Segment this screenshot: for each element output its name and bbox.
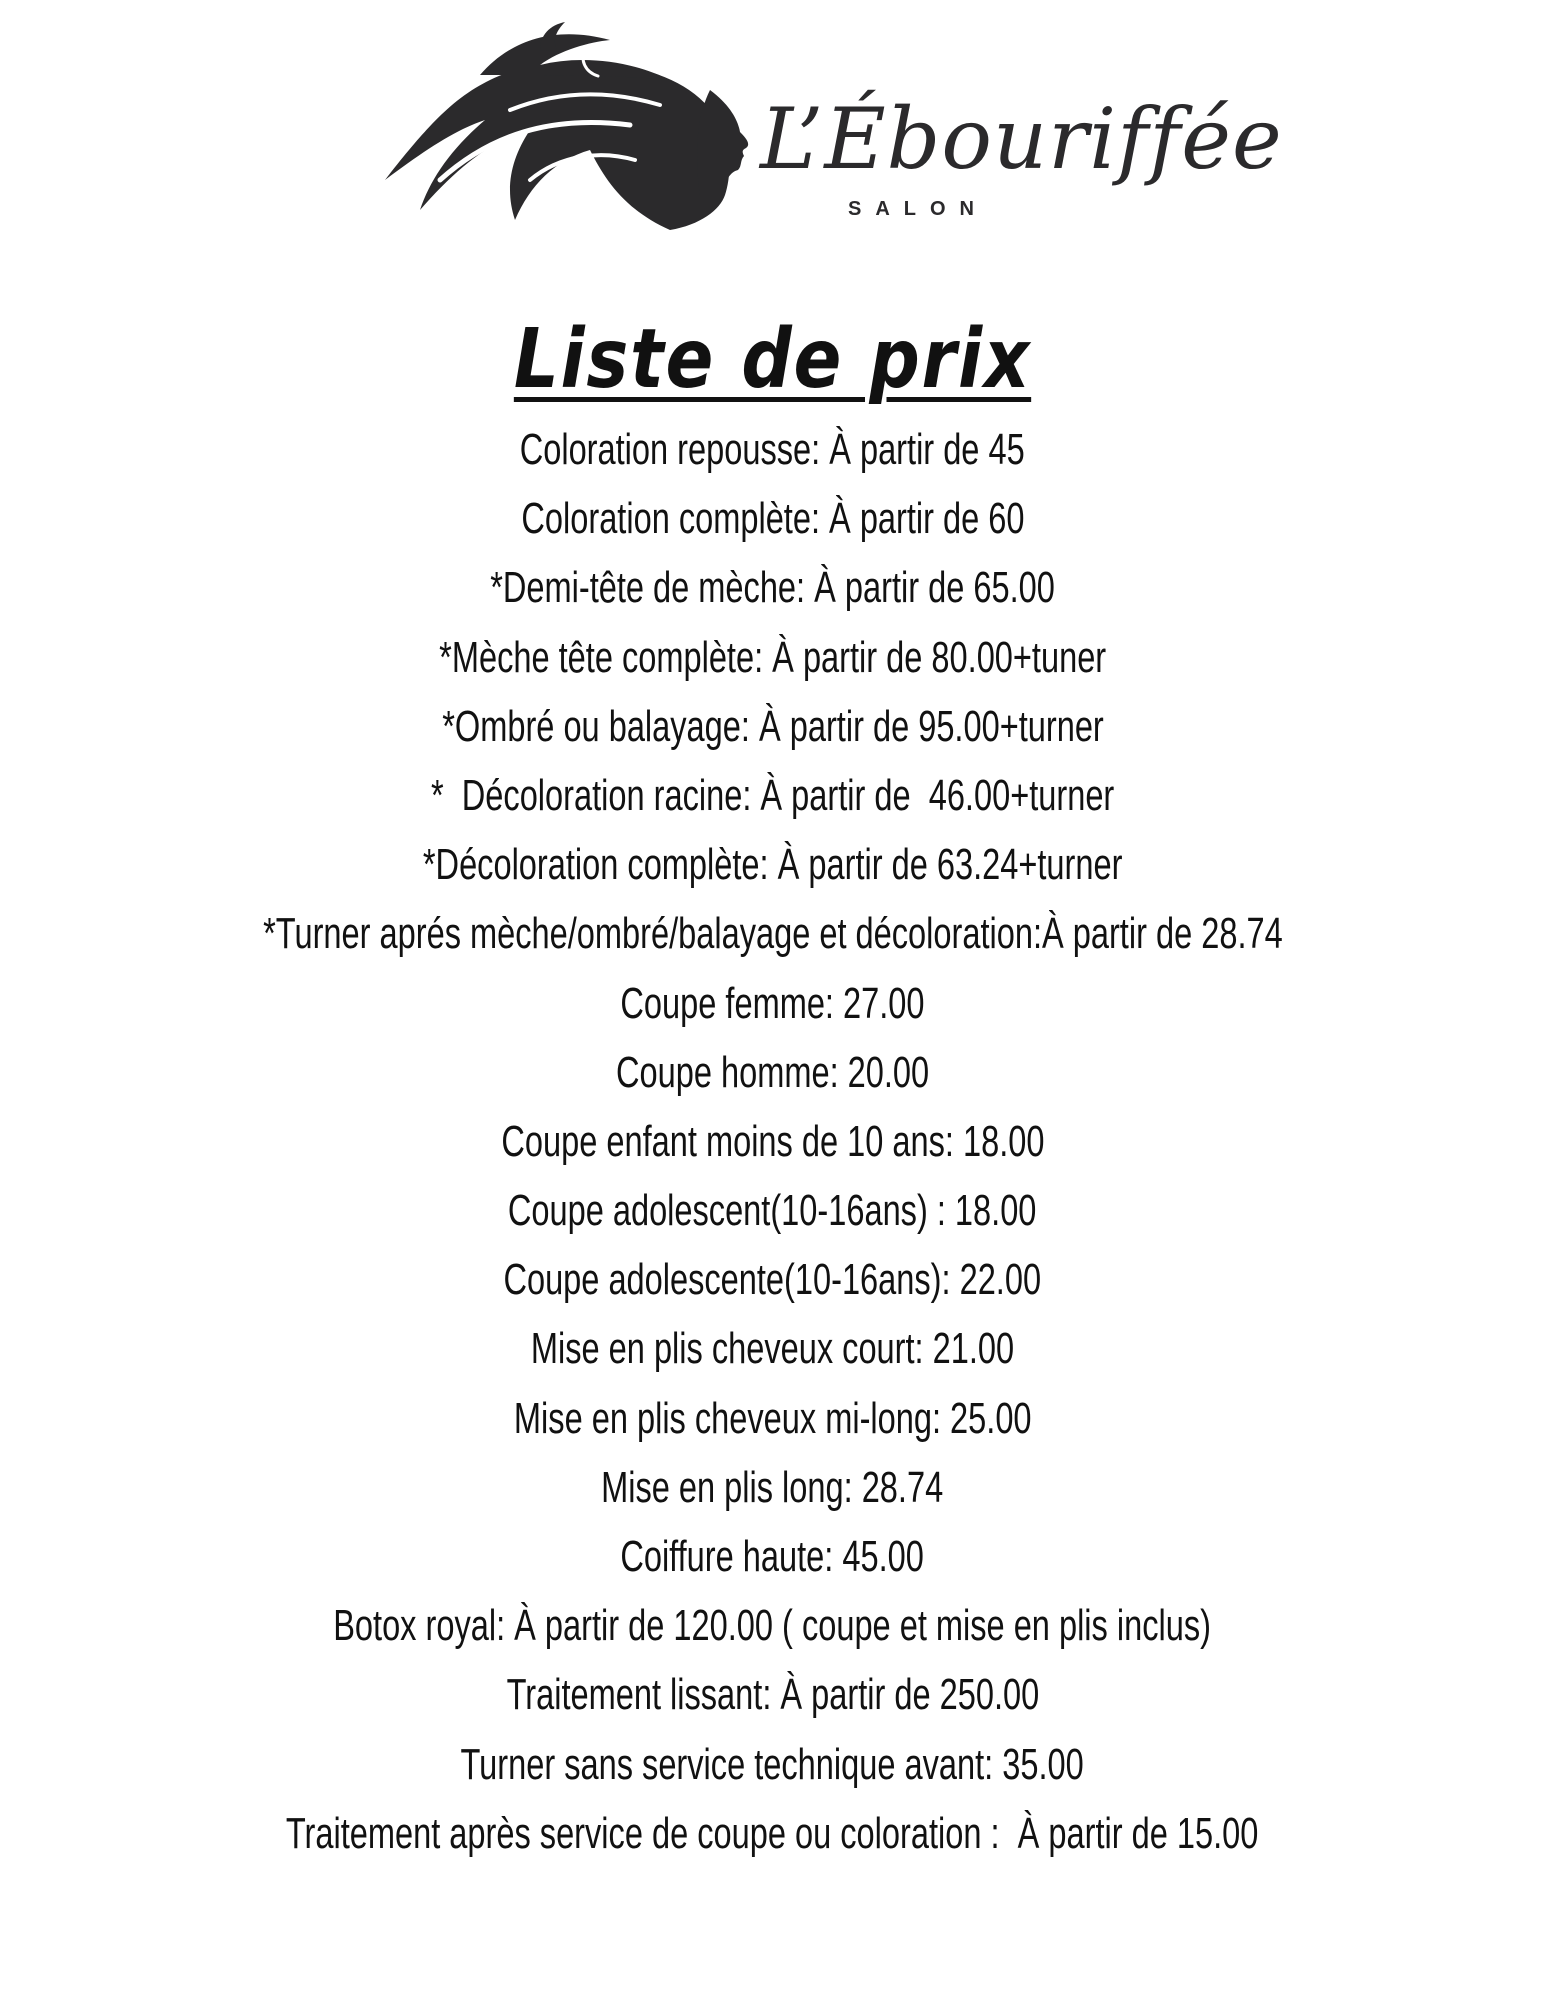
price-item [0, 1799, 1545, 1868]
price-item-text: Mise en plis cheveux court: 21.00 [530, 1324, 1015, 1374]
price-item [0, 1107, 1545, 1176]
price-item-text: Mise en plis long: 28.74 [601, 1462, 944, 1512]
price-item [0, 692, 1545, 761]
price-item [0, 1660, 1545, 1729]
price-item-text: Mise en plis cheveux mi-long: 25.00 [513, 1393, 1032, 1443]
price-item-text: *Turner aprés mèche/ombré/balayage et décoloration:À partir de 28.74 [262, 909, 1283, 959]
price-item [0, 415, 1545, 484]
price-item-text: Coupe femme: 27.00 [620, 978, 925, 1028]
price-item-text: *Décoloration complète: À partir de 63.24+turner [422, 840, 1123, 890]
price-item [0, 623, 1545, 692]
price-item [0, 553, 1545, 622]
price-item-text: *Demi-tête de mèche: À partir de 65.00 [490, 563, 1055, 613]
price-item [0, 484, 1545, 553]
price-item-text: Coloration complète: À partir de 60 [520, 494, 1025, 544]
price-item-text: Turner sans service technique avant: 35.00 [460, 1739, 1085, 1789]
price-item-text: Botox royal: À partir de 120.00 ( coupe et mise en plis inclus) [333, 1601, 1212, 1651]
price-item [0, 969, 1545, 1038]
salon-logo [380, 20, 1283, 250]
page-title [108, 310, 1437, 410]
price-item-text: Coupe enfant moins de 10 ans: 18.00 [500, 1116, 1045, 1166]
price-item-text: Coupe adolescent(10-16ans) : 18.00 [508, 1186, 1037, 1236]
price-item-text: Traitement après service de coupe ou coloration : À partir de 15.00 [286, 1808, 1259, 1858]
price-item-text: Traitement lissant: À partir de 250.00 [506, 1670, 1039, 1720]
price-item-text: Coupe homme: 20.00 [615, 1047, 930, 1097]
price-item [0, 1591, 1545, 1660]
price-item [0, 761, 1545, 830]
price-item [0, 1730, 1545, 1799]
price-item-text: Coiffure haute: 45.00 [620, 1532, 925, 1581]
brand-subtitle: SALON [848, 198, 988, 220]
price-item-text: Coloration repousse: À partir de 45 [520, 425, 1025, 474]
price-item [0, 830, 1545, 899]
price-item-text: Coupe adolescente(10-16ans): 22.00 [503, 1255, 1042, 1305]
brand-name: L’Ébouriffée [760, 90, 1283, 188]
price-item [0, 1176, 1545, 1245]
price-item [0, 1245, 1545, 1314]
price-list [0, 415, 1545, 1868]
price-item [0, 899, 1545, 968]
price-item [0, 1038, 1545, 1107]
woman-silhouette-icon [380, 20, 760, 250]
price-item [0, 1453, 1545, 1522]
page-title-text: Liste de prix [513, 311, 1032, 407]
price-item [0, 1384, 1545, 1453]
price-item-text: *Ombré ou balayage: À partir de 95.00+turner [441, 701, 1104, 751]
price-item [0, 1522, 1545, 1591]
price-item-text: * Décoloration racine: À partir de 46.00+turner [430, 770, 1115, 820]
price-item-text: *Mèche tête complète: À partir de 80.00+tuner [439, 632, 1106, 682]
price-item [0, 1314, 1545, 1383]
